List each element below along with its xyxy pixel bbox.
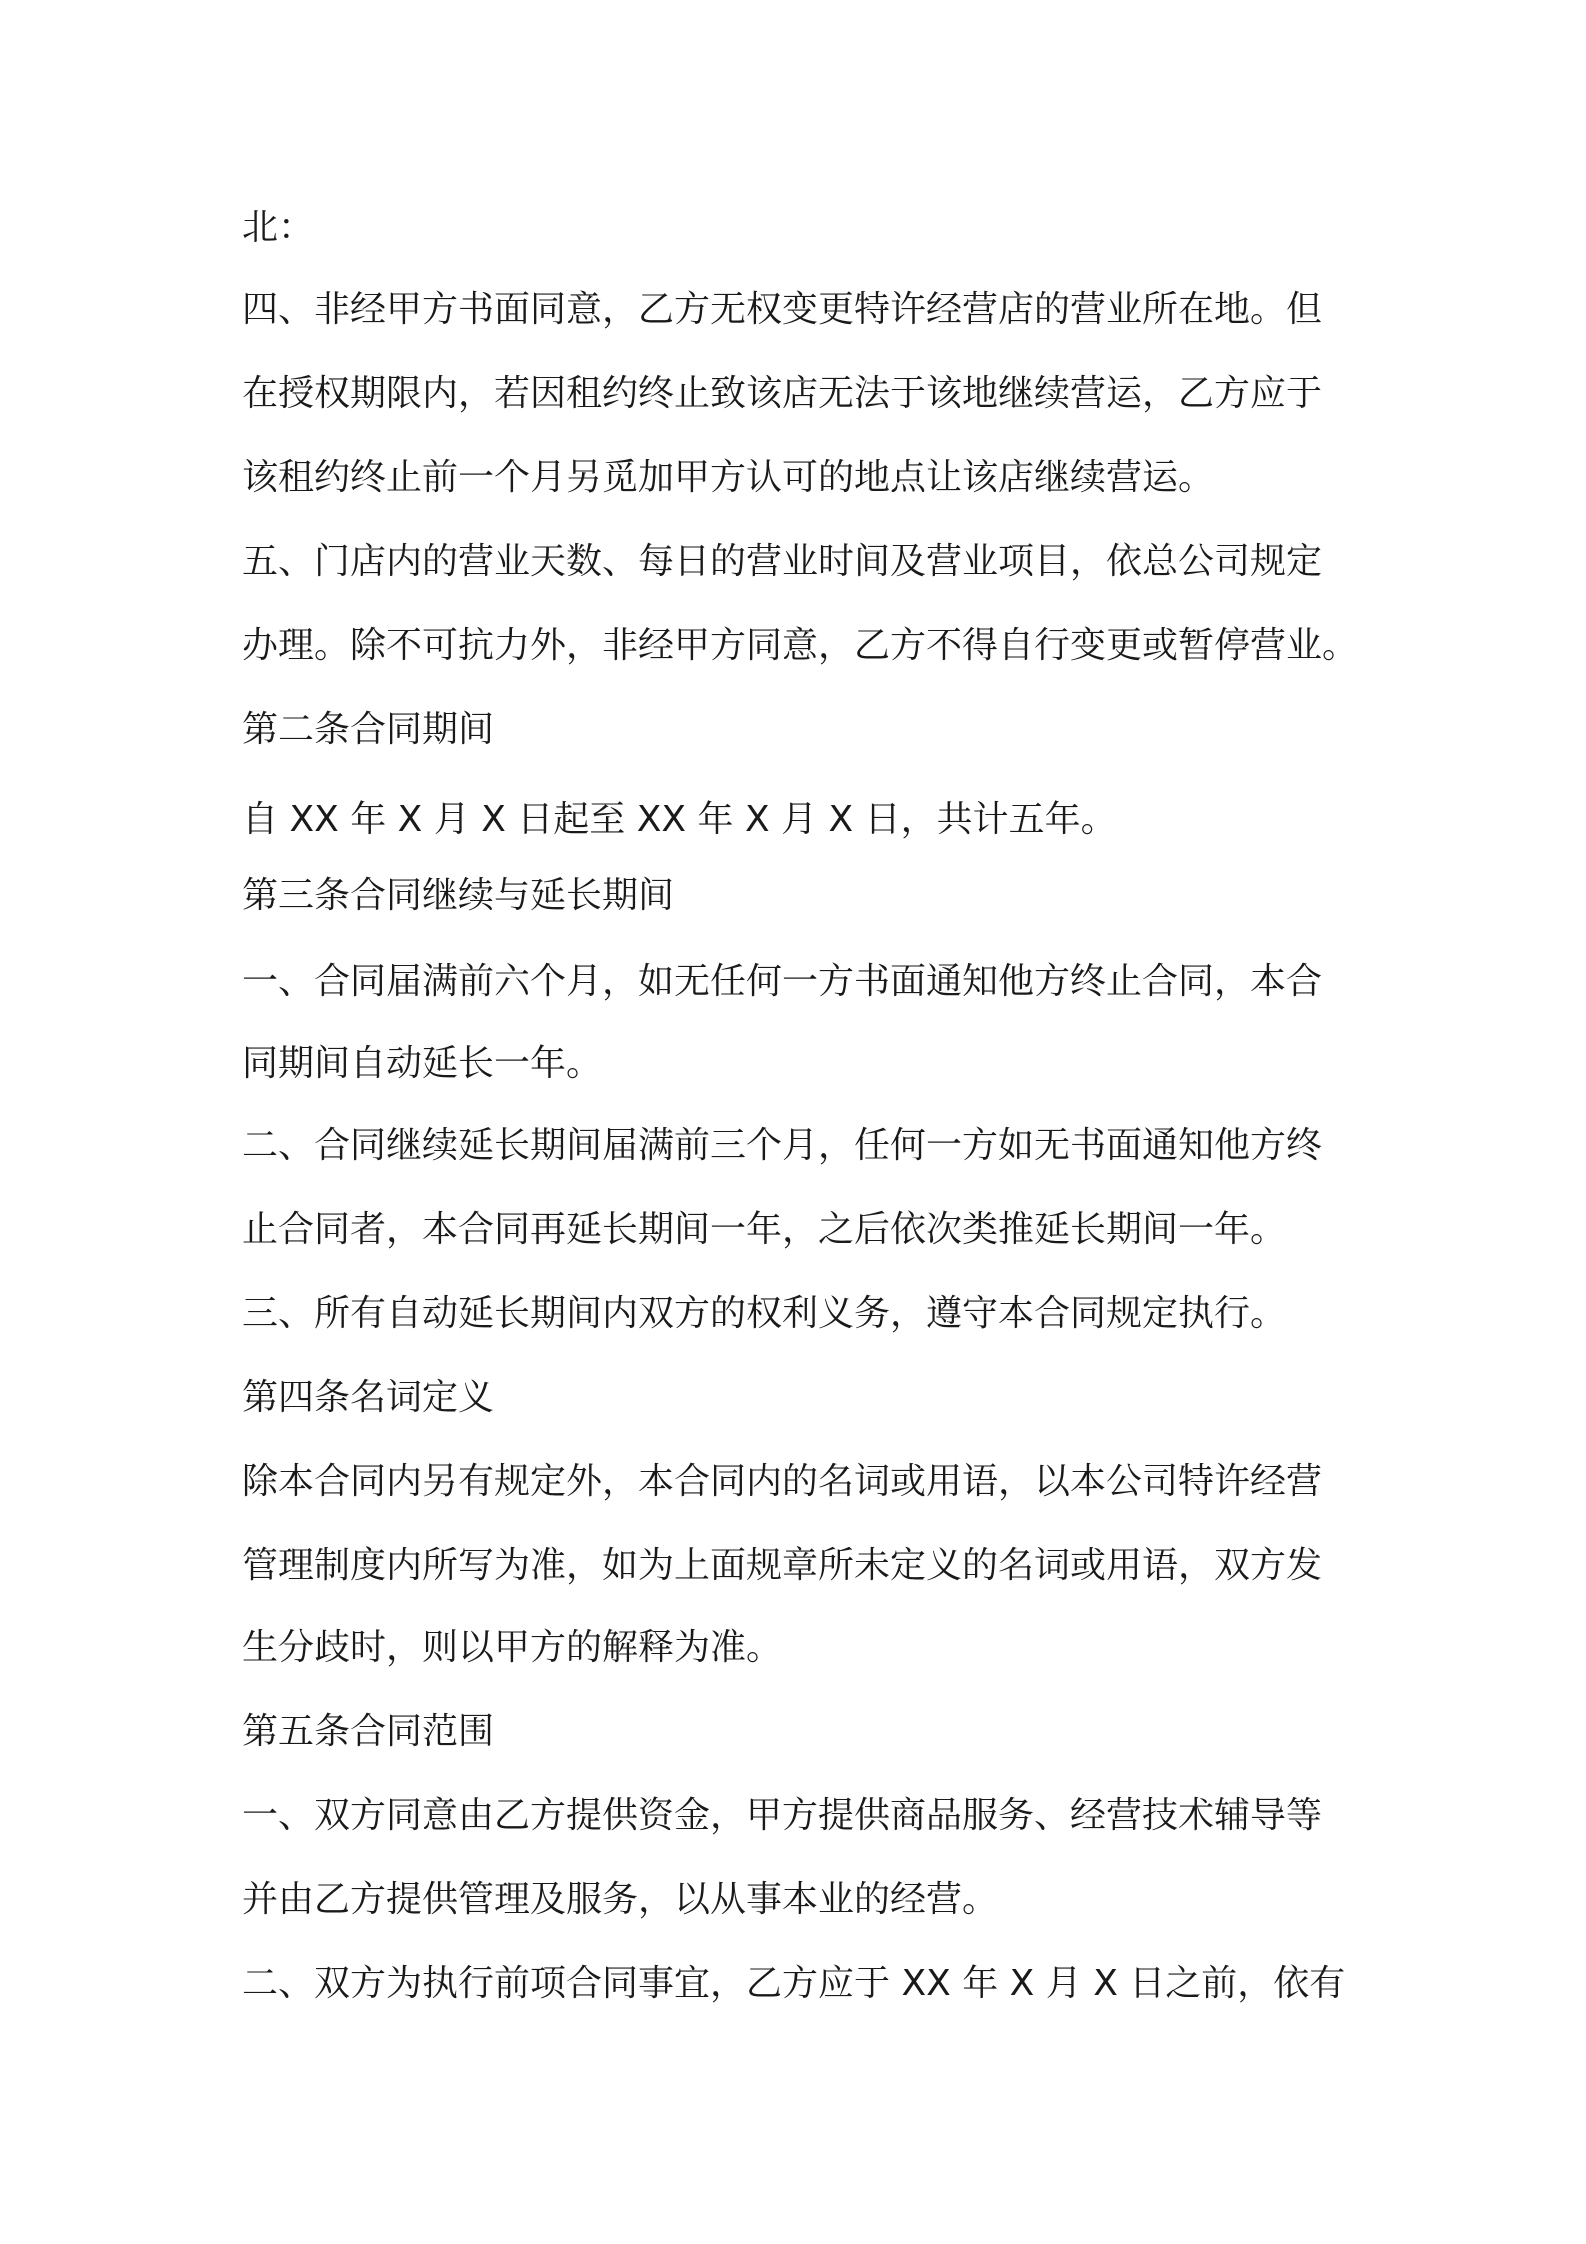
text-line: 三、所有自动延长期间内双方的权利义务，遵守本合同规定执行。 xyxy=(242,1293,1287,1334)
text-line: 一、合同届满前六个月，如无任何一方书面通知他方终止合同，本合 xyxy=(242,961,1323,1002)
text-line: 该租约终止前一个月另觅加甲方认可的地点让该店继续营运。 xyxy=(242,457,1215,498)
text-line: 同期间自动延长一年。 xyxy=(242,1043,603,1084)
text-line: 并由乙方提供管理及服务，以从事本业的经营。 xyxy=(242,1879,999,1920)
section-heading: 第四条名词定义 xyxy=(242,1377,495,1418)
text-line: 自 XX 年 X 月 X 日起至 XX 年 X 月 X 日，共计五年。 xyxy=(242,799,1117,840)
section-heading: 第五条合同范围 xyxy=(242,1711,495,1752)
text-line: 北： xyxy=(242,207,315,248)
text-line: 除本合同内另有规定外，本合同内的名词或用语，以本公司特许经营 xyxy=(242,1461,1323,1502)
text-line: 二、双方为执行前项合同事宜，乙方应于 XX 年 X 月 X 日之前，依有 xyxy=(242,1963,1346,2004)
text-line: 办理。除不可抗力外，非经甲方同意，乙方不得自行变更或暂停营业。 xyxy=(242,625,1359,666)
text-line: 一、双方同意由乙方提供资金，甲方提供商品服务、经营技术辅导等 xyxy=(242,1795,1323,1836)
section-heading: 第二条合同期间 xyxy=(242,709,495,750)
text-line: 五、门店内的营业天数、每日的营业时间及营业项目，依总公司规定 xyxy=(242,541,1323,582)
text-line: 生分歧时，则以甲方的解释为准。 xyxy=(242,1627,783,1668)
text-line: 止合同者，本合同再延长期间一年，之后依次类推延长期间一年。 xyxy=(242,1209,1287,1250)
section-heading: 第三条合同继续与延长期间 xyxy=(242,875,675,916)
text-line: 在授权期限内，若因租约终止致该店无法于该地继续营运，乙方应于 xyxy=(242,373,1323,414)
text-line: 管理制度内所写为准，如为上面规章所未定义的名词或用语，双方发 xyxy=(242,1545,1323,1586)
text-line: 二、合同继续延长期间届满前三个月，任何一方如无书面通知他方终 xyxy=(242,1125,1323,1166)
text-line: 四、非经甲方书面同意，乙方无权变更特许经营店的营业所在地。但 xyxy=(242,289,1323,330)
